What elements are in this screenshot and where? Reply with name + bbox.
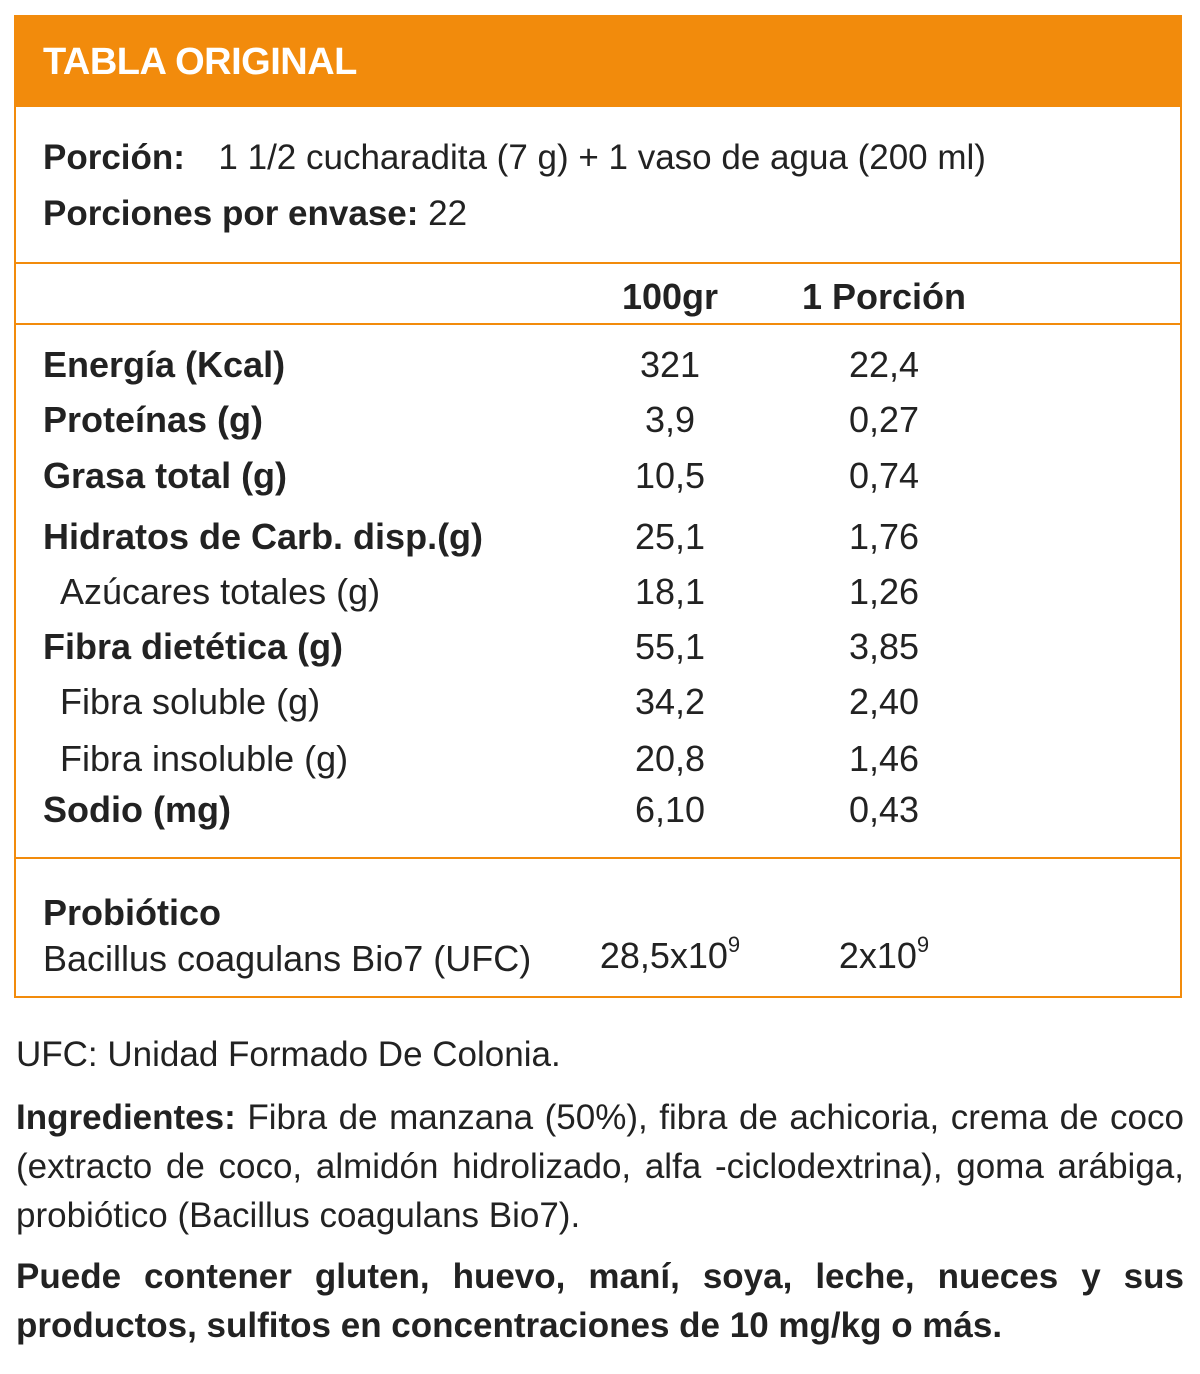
row-value-100gr: 6,10	[634, 789, 706, 830]
probiotic-name: Bacillus coagulans Bio7 (UFC)	[43, 938, 532, 979]
row-value-100gr: 18,1	[634, 571, 706, 612]
row-value-portion: 2,40	[848, 681, 920, 722]
table-row	[16, 342, 1180, 392]
ingredients-label: Ingredientes:	[16, 1098, 236, 1137]
table-header-bar	[16, 17, 1180, 107]
column-header-portion: 1 Porción	[801, 276, 967, 317]
row-value-portion: 0,27	[848, 399, 920, 440]
column-header-100gr: 100gr	[621, 276, 719, 317]
row-value-portion: 22,4	[848, 344, 920, 385]
row-label: Fibra insoluble (g)	[60, 738, 349, 779]
row-value-100gr: 25,1	[634, 516, 706, 557]
ingredients-paragraph	[16, 1093, 1184, 1240]
table-row	[16, 624, 1180, 674]
row-label: Fibra dietética (g)	[43, 626, 344, 667]
ingredients-text: Fibra de manzana (50%), fibra de achicoria, crema de coco (extracto de coco, almidón hidrolizado, alfa -ciclodextrina), goma arábiga, probiótico (Bacillus coagulans Bio7).	[16, 1098, 1184, 1235]
row-value-portion: 0,74	[848, 455, 920, 496]
table-row	[16, 453, 1180, 503]
divider	[16, 323, 1180, 325]
divider	[16, 262, 1180, 264]
row-label: Hidratos de Carb. disp.(g)	[43, 516, 484, 557]
servings-per-container-value: 22	[428, 194, 468, 233]
portion-line	[43, 138, 986, 178]
nutrition-table	[14, 15, 1182, 998]
row-value-portion: 1,46	[848, 738, 920, 779]
servings-per-container-label: Porciones por envase:	[43, 194, 419, 233]
row-label: Proteínas (g)	[43, 399, 264, 440]
table-row	[16, 787, 1180, 837]
row-value-portion: 1,76	[848, 516, 920, 557]
row-label: Azúcares totales (g)	[60, 571, 381, 612]
table-row	[16, 679, 1180, 729]
divider	[16, 857, 1180, 859]
ufc-note: UFC: Unidad Formado De Colonia.	[16, 1035, 561, 1074]
row-value-100gr: 20,8	[634, 738, 706, 779]
row-value-portion: 1,26	[848, 571, 920, 612]
row-value-portion: 3,85	[848, 626, 920, 667]
row-value-portion: 0,43	[848, 789, 920, 830]
allergens-warning: Puede contener gluten, huevo, maní, soya, leche, nueces y sus productos, sulfitos en concentraciones de 10 mg/kg o más.	[16, 1257, 1184, 1345]
row-label: Energía (Kcal)	[43, 344, 286, 385]
row-label: Sodio (mg)	[43, 789, 231, 830]
table-row	[16, 569, 1180, 619]
servings-per-container-line	[43, 194, 467, 234]
row-value-100gr: 34,2	[634, 681, 706, 722]
row-value-100gr: 10,5	[634, 455, 706, 496]
table-row	[16, 397, 1180, 447]
table-title: TABLA ORIGINAL	[43, 41, 357, 83]
probiotic-value-portion: $2x10^9$	[838, 932, 930, 976]
row-value-100gr: 55,1	[634, 626, 706, 667]
probiotic-value-100gr: $28,5x10^9$	[599, 932, 741, 976]
table-row	[16, 514, 1180, 564]
portion-label: Porción:	[43, 138, 185, 177]
row-value-100gr: 321	[639, 344, 701, 385]
portion-value: 1 1/2 cucharadita (7 g) + 1 vaso de agua (200 ml)	[218, 138, 986, 177]
probiotic-title: Probiótico	[43, 892, 221, 933]
row-value-100gr: 3,9	[644, 399, 696, 440]
row-label: Grasa total (g)	[43, 455, 288, 496]
row-label: Fibra soluble (g)	[60, 681, 321, 722]
table-row	[16, 736, 1180, 786]
